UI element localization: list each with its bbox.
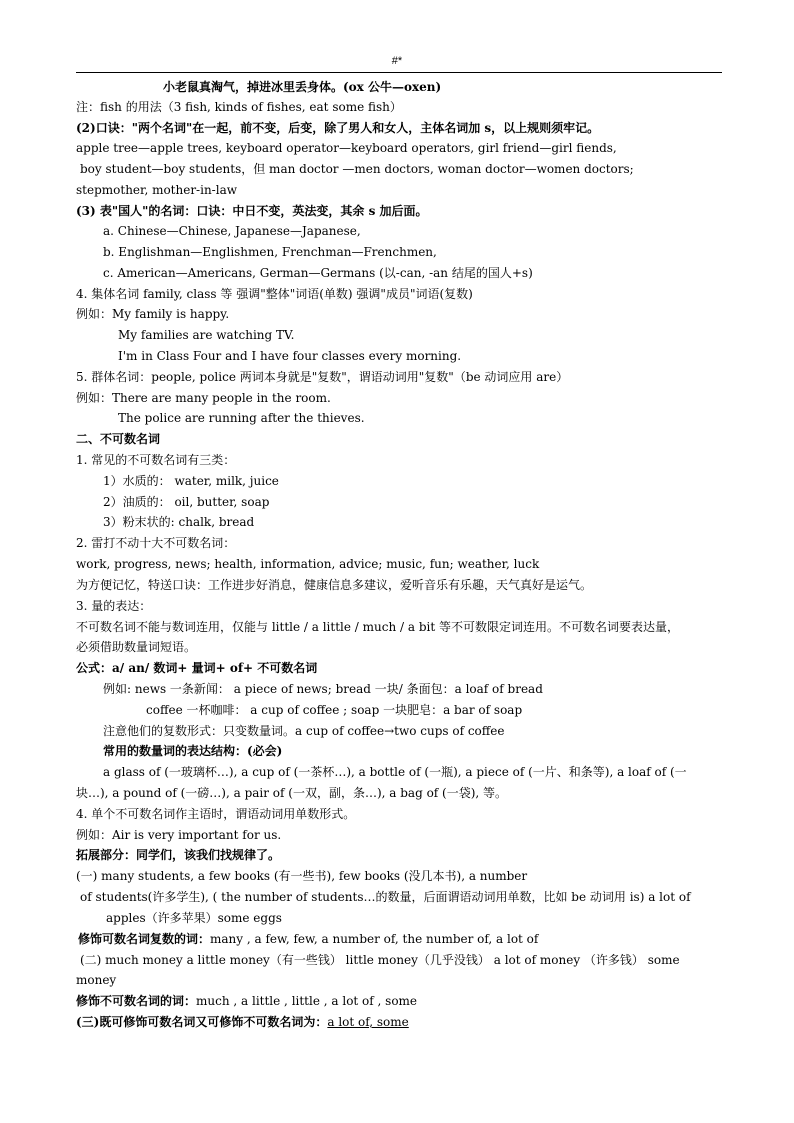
text-line-20: 1）水质的： water, milk, juice: [103, 474, 279, 488]
text-line-14: I'm in Class Four and I have four classes every morning.: [118, 349, 462, 363]
text-line-1: 小老鼠真淘气，掉进冰里丢身体。(ox 公牛—oxen): [163, 80, 442, 94]
text-line-41: apples（许多苹果）some eggs: [106, 911, 282, 925]
section-heading-uncountable: 二、不可数名词: [76, 432, 161, 446]
header-rule: [76, 72, 722, 73]
text-line-42: [78, 931, 538, 947]
text-line-28: 必须借助数量词短语。: [76, 640, 197, 654]
text-line-22: 3）粉末状的: chalk, bread: [103, 515, 255, 529]
text-line-12: 例如：My family is happy.: [76, 307, 230, 321]
text-line-39: (一) many students, a few books (有一些书), few books (没几本书), a number: [76, 869, 528, 883]
both-modifier-label: (三)既可修饰可数名词又可修饰不可数名词为：: [76, 1015, 328, 1029]
text-line-21: 2）油质的： oil, butter, soap: [103, 495, 270, 509]
text-line-37: 例如：Air is very important for us.: [76, 828, 282, 842]
text-line-23: 2. 雷打不动十大不可数名词：: [76, 536, 236, 550]
uncountable-modifier-label: 修饰不可数名词的词：: [76, 994, 197, 1008]
text-line-13: My families are watching TV.: [118, 328, 295, 342]
text-line-26: 3. 量的表达：: [76, 599, 152, 613]
countable-modifier-list: many , a few, few, a number of, the number of, a lot of: [210, 932, 539, 946]
text-line-17: The police are running after the thieves.: [118, 411, 365, 425]
text-line-40: of students(许多学生), ( the number of students…的数量，后面谓语动词用单数，比如 be 动词用 is) a lot of: [80, 890, 691, 904]
text-line-9: b. Englishman—Englishmen, Frenchman—Frenchmen,: [103, 245, 437, 259]
text-line-7: (3) 表"国人"的名词：口诀：中日不变，英法变，其余 s 加后面。: [76, 204, 428, 218]
text-line-31: coffee 一杯咖啡： a cup of coffee ; soap 一块肥皂：a bar of soap: [146, 703, 523, 717]
text-line-33: 常用的数量词的表达结构：(必会): [103, 744, 283, 758]
text-line-3: (2)口诀："两个名词"在一起，前不变，后变，除了男人和女人，主体名词加 s，以上规则须牢记。: [76, 121, 600, 135]
text-line-8: a. Chinese—Chinese, Japanese—Japanese,: [103, 224, 361, 238]
both-modifier-list: a lot of, some: [327, 1015, 409, 1029]
text-line-25: 为方便记忆，特送口诀：工作进步好消息，健康信息多建议，爱听音乐有乐趣，天气真好是运气。: [76, 578, 593, 592]
text-line-6: stepmother, mother-in-law: [76, 183, 237, 197]
text-line-36: 4. 单个不可数名词作主语时，谓语动词用单数形式。: [76, 807, 356, 821]
text-line-16: 例如：There are many people in the room.: [76, 391, 331, 405]
extension-heading: 拓展部分：同学们，该我们找规律了。: [76, 848, 281, 862]
text-line-46: [76, 1014, 409, 1030]
text-line-45: [76, 993, 417, 1009]
text-line-19: 1. 常见的不可数名词有三类：: [76, 453, 236, 467]
text-line-30: 例如: news 一条新闻： a piece of news; bread 一块/ 条面包：a loaf of bread: [103, 682, 543, 696]
text-line-44: money: [76, 973, 117, 987]
text-line-5: boy student—boy students，但 man doctor —men doctors, woman doctor—women doctors;: [80, 162, 634, 176]
text-line-4: apple tree—apple trees, keyboard operator—keyboard operators, girl friend—girl fiends,: [76, 141, 617, 155]
page-header-mark: #*: [391, 55, 403, 67]
text-line-2: 注：fish 的用法（3 fish, kinds of fishes, eat some fish）: [76, 100, 402, 114]
text-line-34: a glass of (一玻璃杯…), a cup of (一茶杯…), a bottle of (一瓶), a piece of (一片、和条等), a loaf of (一: [103, 765, 687, 779]
text-line-11: 4. 集体名词 family, class 等 强调"整体"词语(单数) 强调"成员"词语(复数): [76, 287, 473, 301]
countable-modifier-label: 修饰可数名词复数的词：: [78, 932, 211, 946]
text-line-32: 注意他们的复数形式：只变数量词。a cup of coffee→two cups of coffee: [103, 724, 505, 738]
text-line-10: c. American—Americans, German—Germans (以-can, -an 结尾的国人+s): [103, 266, 533, 280]
uncountable-modifier-list: much , a little , little , a lot of , some: [196, 994, 418, 1008]
text-line-15: 5. 群体名词：people, police 两词本身就是"复数"，谓语动词用"复数"（be 动词应用 are）: [76, 370, 569, 384]
text-line-27: 不可数名词不能与数词连用，仅能与 little / a little / much / a bit 等不可数限定词连用。不可数名词要表达量，: [76, 620, 680, 634]
text-line-43: (二) much money a little money（有一些钱） little money（几乎没钱） a lot of money （许多钱） some: [80, 953, 680, 967]
text-line-24: work, progress, news; health, information, advice; music, fun; weather, luck: [76, 557, 540, 571]
text-line-35: 块…), a pound of (一磅…), a pair of (一双，副，条…), a bag of (一袋), 等。: [76, 786, 508, 800]
formula-line: 公式：a/ an/ 数词+ 量词+ of+ 不可数名词: [76, 661, 318, 675]
